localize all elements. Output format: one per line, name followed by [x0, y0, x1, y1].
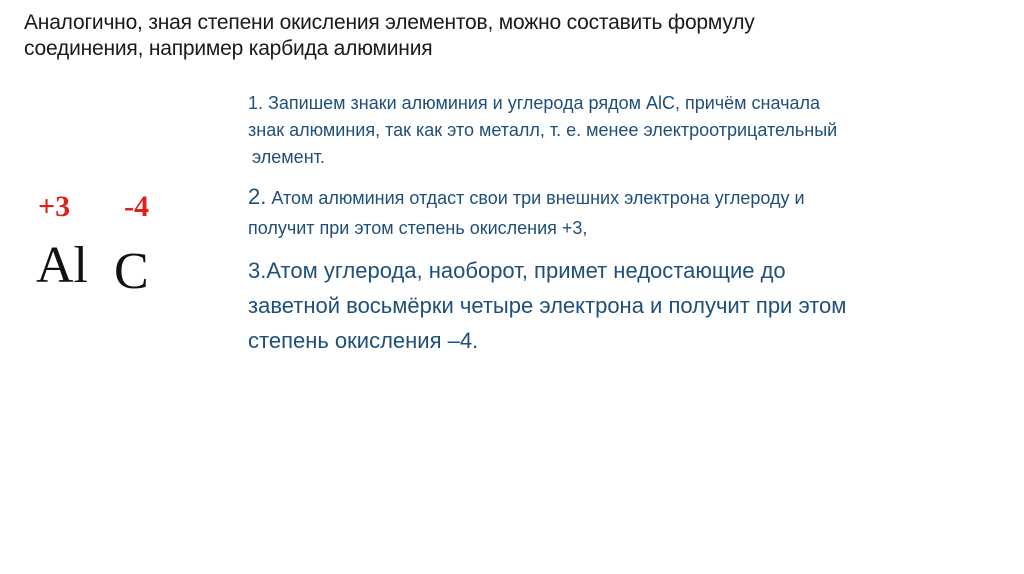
step-2-line-1-text: Атом алюминия отдаст свои три внешних электрона углероду и	[266, 188, 805, 208]
step-1-line-3: элемент.	[252, 147, 325, 167]
title-line-1: Аналогично, зная степени окисления элементов, можно составить формулу	[24, 11, 755, 34]
al-symbol: Al	[36, 237, 88, 294]
step-2	[248, 182, 1018, 243]
step-2-number: 2.	[248, 184, 267, 209]
step-3-line-2: заветной восьмёрки четыре электрона и получит при этом	[248, 293, 847, 318]
step-3-line-1: 3.Атом углерода, наоборот, примет недостающие до	[248, 258, 786, 283]
step-1-line-1: 1. Запишем знаки алюминия и углерода рядом AlC, причём сначала	[248, 93, 821, 113]
step-3	[248, 253, 1018, 358]
slide-title	[24, 10, 1004, 62]
step-2-line-1	[248, 182, 1018, 213]
al-oxidation-state: +3	[38, 190, 71, 223]
c-oxidation-state: -4	[124, 190, 149, 223]
step-1	[248, 90, 1018, 171]
step-2-line-2: получит при этом степень окисления +3,	[248, 218, 588, 238]
title-line-2: соединения, например карбида алюминия	[24, 37, 433, 60]
step-3-line-3: степень окисления –4.	[248, 328, 479, 353]
c-symbol: C	[114, 243, 149, 300]
step-1-line-2: знак алюминия, так как это металл, т. е. менее электроотрицательный	[248, 120, 838, 140]
